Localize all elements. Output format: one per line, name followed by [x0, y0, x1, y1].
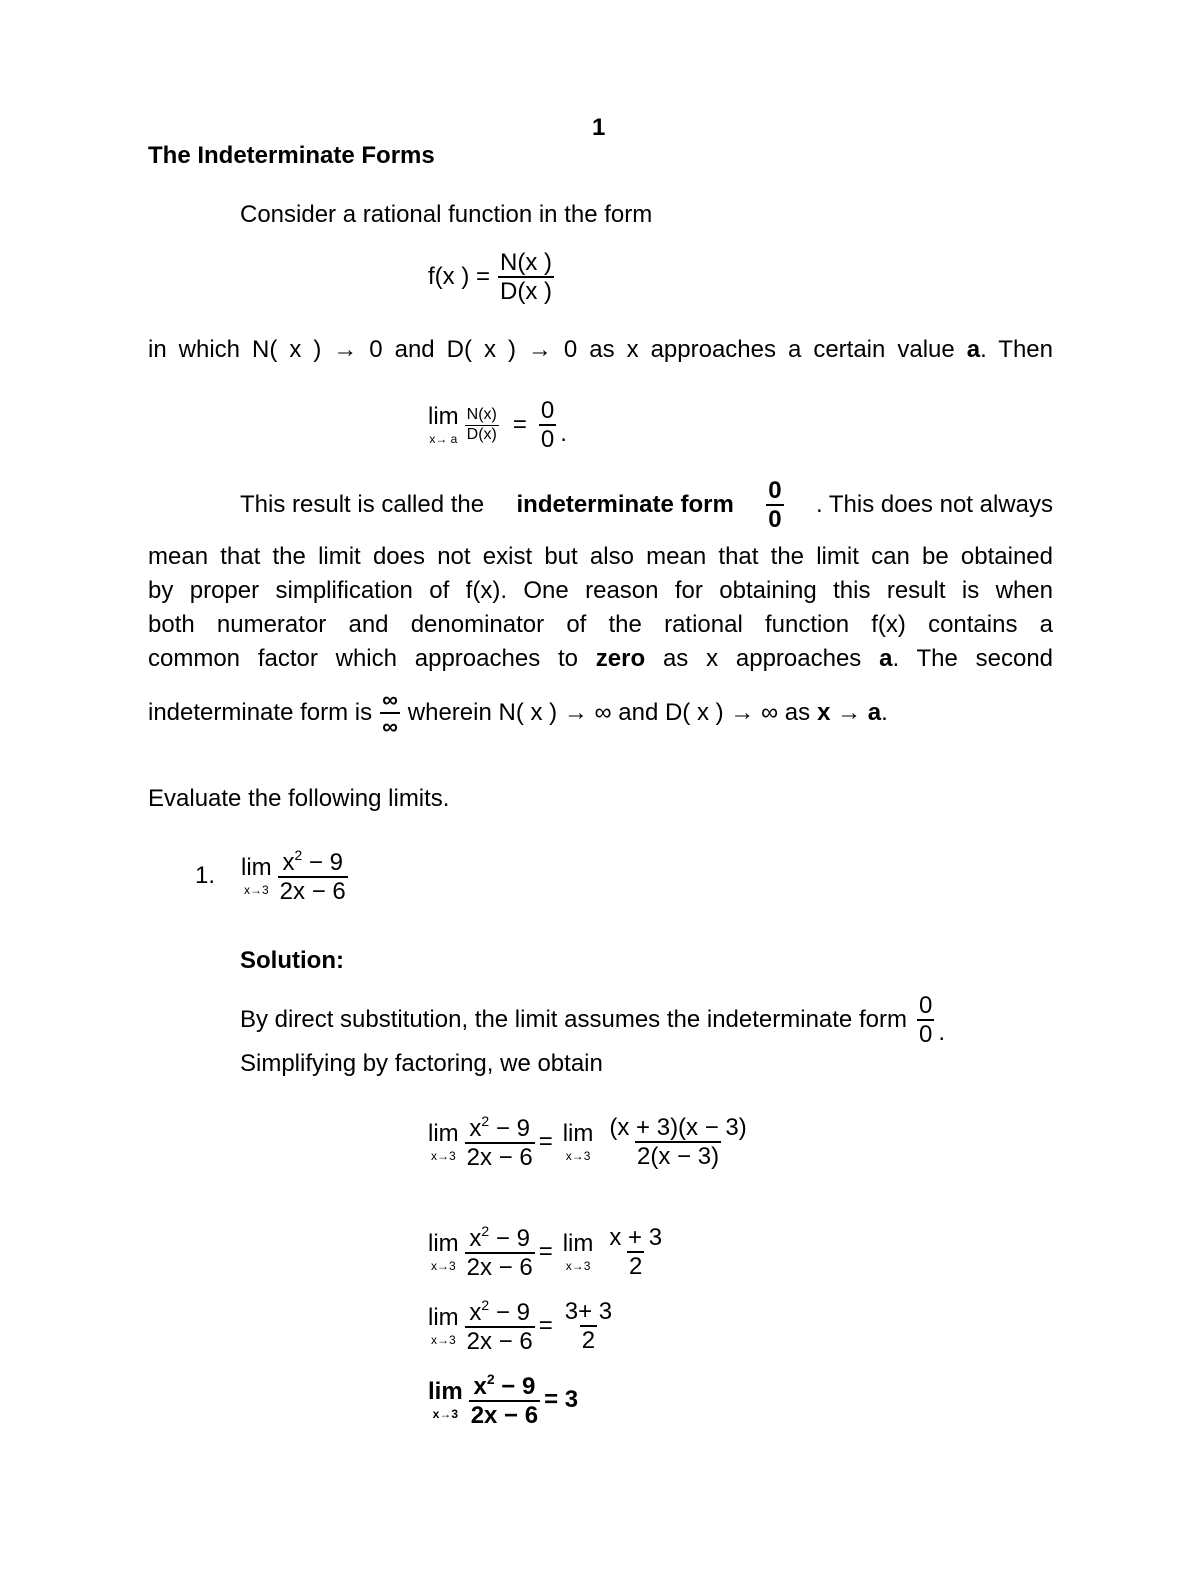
- bold-text: indeterminate form: [516, 491, 734, 519]
- step-2: [428, 1224, 664, 1280]
- fraction-denominator: D(x ): [500, 278, 552, 306]
- base: x: [469, 1225, 482, 1252]
- rest: − 9: [494, 1373, 536, 1400]
- limit-operator: [428, 1232, 459, 1272]
- solution-text: [240, 993, 945, 1047]
- paragraph-line: [148, 333, 1053, 367]
- lim-subscript: x→3: [430, 1333, 456, 1348]
- text-span: wherein N( x ) → ∞ and D( x ) → ∞ as: [407, 699, 811, 727]
- fraction-numerator: 3+ 3: [564, 1298, 613, 1325]
- rhs-fraction: [607, 1225, 664, 1279]
- exponent: 2: [481, 1297, 490, 1313]
- lim-subscript: x→3: [430, 1149, 456, 1164]
- limit-operator: [428, 405, 459, 445]
- paragraph-line: [148, 642, 1053, 676]
- exponent: 2: [486, 1371, 495, 1387]
- final-answer: [428, 1372, 578, 1428]
- lim-subscript: x→3: [430, 1259, 456, 1274]
- lim-subscript: x→3: [565, 1259, 591, 1274]
- fraction-numerator: [467, 1114, 532, 1142]
- fraction-numerator: [467, 1298, 532, 1326]
- limit-operator: [563, 1122, 594, 1162]
- function-fraction: [498, 250, 554, 304]
- text-span: as x approaches: [662, 645, 862, 672]
- fraction-denominator: 0: [918, 1021, 933, 1049]
- paragraph-limit-condition: [148, 333, 1053, 367]
- p2-line1: [240, 478, 1053, 532]
- fraction-numerator: 0: [918, 992, 933, 1019]
- fraction-denominator: D(x): [466, 425, 497, 443]
- infinity-over-infinity: [380, 688, 400, 738]
- simplify-text: Simplifying by factoring, we obtain: [240, 1050, 603, 1077]
- fraction-numerator: N(x ): [500, 249, 552, 276]
- fraction-denominator: 2x − 6: [279, 878, 346, 906]
- lhs-fraction: [465, 1224, 535, 1280]
- limit-operator: [563, 1232, 594, 1272]
- bold-text: a: [966, 336, 981, 363]
- lim-subscript: x→3: [565, 1149, 591, 1164]
- base: x: [469, 1299, 482, 1326]
- paragraph-line: both numerator and denominator of the rational function f(x) contains a: [148, 611, 1053, 638]
- function-lhs: f(x ) =: [428, 263, 491, 291]
- exponent: 2: [481, 1113, 490, 1129]
- lim-subscript: x→ a: [429, 432, 458, 447]
- fraction-denominator: ∞: [382, 714, 398, 740]
- lhs-fraction: [469, 1372, 540, 1428]
- fraction-numerator: 0: [540, 397, 555, 424]
- fraction-denominator: 2x − 6: [466, 1328, 533, 1356]
- equals-sign: =: [512, 411, 527, 439]
- zero-over-zero: [766, 478, 783, 532]
- limit-operator: [428, 1380, 463, 1420]
- lim-word: lim: [428, 403, 459, 431]
- rest: − 9: [489, 1115, 530, 1142]
- rest: − 9: [489, 1299, 530, 1326]
- exponent: 2: [481, 1223, 490, 1239]
- fraction-numerator: [471, 1372, 537, 1400]
- bold-text: a: [879, 645, 893, 672]
- lim-word: lim: [428, 1304, 459, 1332]
- lim-word: lim: [428, 1120, 459, 1148]
- fraction-denominator: 0: [768, 506, 782, 534]
- step-3: [428, 1298, 614, 1354]
- bold-text: x → a: [817, 699, 882, 727]
- fraction-denominator: 2x − 6: [466, 1254, 533, 1282]
- bold-text: zero: [595, 645, 646, 672]
- text-span: indeterminate form is: [148, 699, 373, 727]
- function-definition: [428, 250, 554, 304]
- lim-subscript: x→3: [244, 883, 269, 898]
- fraction-denominator: 2x − 6: [470, 1402, 539, 1430]
- lim-word: lim: [562, 1120, 594, 1148]
- problem-1: [195, 848, 348, 904]
- equals-sign: =: [538, 1312, 553, 1340]
- limit-operator: [241, 856, 272, 896]
- text-span: . Then: [980, 336, 1054, 363]
- fraction-numerator: [467, 1224, 532, 1252]
- paragraph-line: mean that the limit does not exist but also mean that the limit can be obtained: [148, 543, 1053, 570]
- text-span: By direct substitution, the limit assumes the indeterminate form: [240, 1006, 907, 1034]
- intro-text: Consider a rational function in the form: [240, 201, 653, 228]
- equals-sign: =: [538, 1128, 553, 1156]
- page-title: The Indeterminate Forms: [148, 142, 435, 169]
- problem-number: 1.: [195, 862, 216, 890]
- fraction-denominator: 2: [581, 1327, 596, 1355]
- fraction-denominator: 0: [540, 426, 555, 454]
- base: x: [469, 1115, 482, 1142]
- fraction-numerator: x + 3: [609, 1224, 663, 1251]
- limit-operator: [428, 1306, 459, 1346]
- lhs-fraction: [465, 1298, 535, 1354]
- fraction-numerator: 0: [768, 477, 782, 504]
- lim-word: lim: [241, 854, 272, 882]
- rhs-fraction: [563, 1299, 614, 1353]
- fraction-numerator: ∞: [382, 687, 398, 712]
- text-span: This result is called the: [240, 491, 485, 519]
- fraction-denominator: 2(x − 3): [637, 1143, 720, 1171]
- solution-label: Solution:: [240, 947, 344, 974]
- step-1: [428, 1114, 749, 1170]
- limit-operator: [428, 1122, 459, 1162]
- base: x: [473, 1373, 487, 1400]
- text-span: .: [881, 699, 888, 727]
- rest: − 9: [489, 1225, 530, 1252]
- text-span: . The second: [892, 645, 1054, 672]
- fraction-denominator: 2x − 6: [466, 1144, 533, 1172]
- rest: − 9: [302, 849, 343, 876]
- fraction-numerator: (x + 3)(x − 3): [609, 1114, 747, 1141]
- base: x: [282, 849, 295, 876]
- p2-line6: [148, 688, 888, 738]
- problem-fraction: [278, 848, 348, 904]
- fraction-denominator: 2: [629, 1253, 643, 1281]
- limit-fraction: [465, 407, 499, 444]
- fraction-numerator: [280, 848, 345, 876]
- text-span: common factor which approaches to: [148, 645, 578, 672]
- zero-over-zero: [917, 993, 934, 1047]
- final-result: = 3: [544, 1386, 579, 1414]
- fraction-numerator: N(x): [466, 405, 497, 423]
- lim-subscript: x→3: [432, 1407, 459, 1422]
- lhs-fraction: [465, 1114, 535, 1170]
- lim-word: lim: [428, 1230, 459, 1258]
- zero-over-zero: [539, 398, 556, 452]
- evaluate-heading: Evaluate the following limits.: [148, 785, 450, 812]
- paragraph-line: by proper simplification of f(x). One reason for obtaining this result is when: [148, 577, 1053, 604]
- exponent: 2: [294, 847, 303, 863]
- limit-definition: [428, 398, 567, 452]
- lim-word: lim: [428, 1378, 463, 1406]
- lim-word: lim: [562, 1230, 594, 1258]
- text-span: . This does not always: [815, 491, 1053, 519]
- text-span: in which N( x ) → 0 and D( x ) → 0 as x approaches a certain value: [148, 336, 955, 363]
- equals-sign: =: [538, 1238, 553, 1266]
- paragraph-indeterminate: [148, 540, 1053, 676]
- period: .: [938, 1019, 945, 1047]
- rhs-fraction: [607, 1115, 748, 1169]
- page-number: 1: [592, 114, 606, 141]
- period: .: [560, 420, 567, 448]
